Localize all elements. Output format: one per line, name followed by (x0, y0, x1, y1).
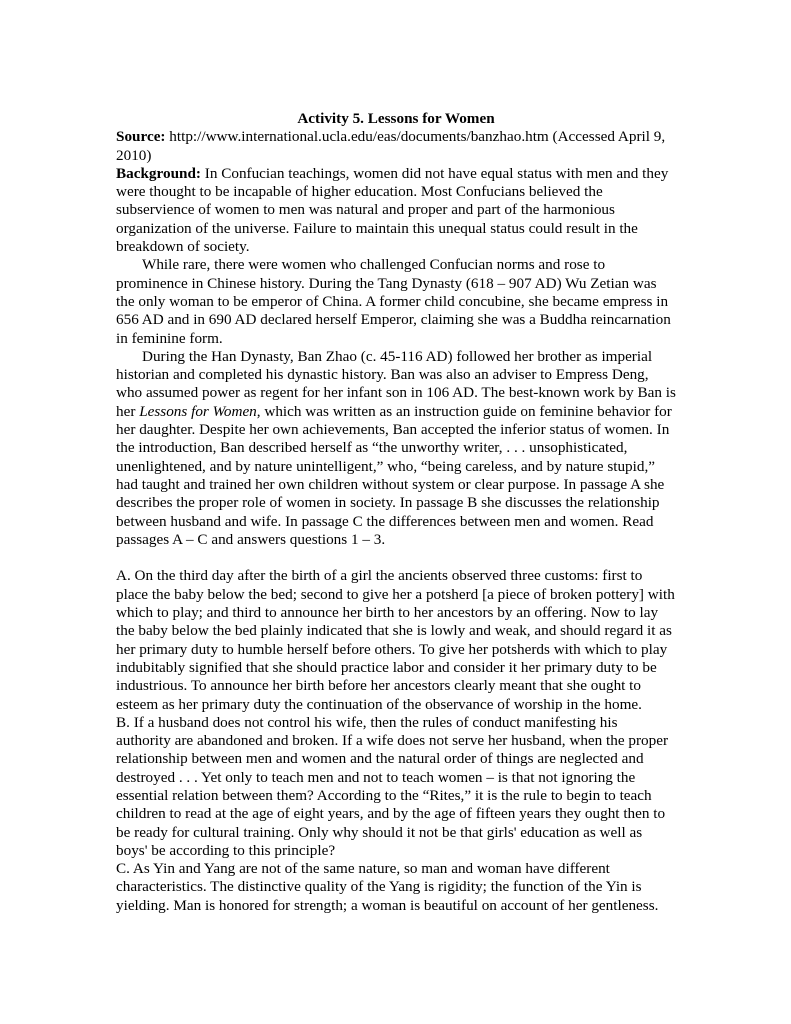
passage-b: B. If a husband does not control his wife, then the rules of conduct manifesting his authority are abandoned and broken. If a wife does not serve her husband, when the proper relationship between men and women and the natural order of things are neglected and destroyed . . . Yet only to teach men and not to teach women – is that not ignoring the essential relation between them? According to the “Rites,” it is the rule to begin to teach children to read at the age of eight years, and by the age of fifteen years they ought then to be ready for cultural training. Only why should it not be that girls' education as well as boys' be according to this principle? (116, 713, 669, 859)
background-paragraph (116, 165, 676, 256)
source-label: Source: (116, 128, 166, 146)
source-text: http://www.international.ucla.edu/eas/documents/banzhao.htm (Accessed April 9, 2010) (116, 128, 666, 164)
ban-zhao-text-after: , which was written as an instruction guide on feminine behavior for her daughter. Despite her own achievements, Ban accepted the inferior status of women. In the introduction, Ban described herself as “the unworthy writer, . . . unsophisticated, unenlightened, and by nature unintelligent,” who, “being careless, and by nature stupid,” had taught and trained her own children without system or clear purpose. In passage A she describes the proper role of women in society. In passage B she discusses the relationship between husband and wife. In passage C the differences between men and women. Read passages A – C and answers questions 1 – 3. (116, 402, 672, 548)
paragraph-gap (116, 549, 676, 567)
source-paragraph (116, 128, 676, 165)
background-label: Background: (116, 164, 201, 182)
wu-zetian-paragraph: While rare, there were women who challenged Confucian norms and rose to prominence in Chinese history. During the Tang Dynasty (618 – 907 AD) Wu Zetian was the only woman to be emperor of China. A former child concubine, she became empress in 656 AD and in 690 AD declared herself Emperor, claiming she was a Buddha reincarnation in feminine form. (116, 256, 671, 347)
document-page (116, 110, 676, 915)
ban-zhao-text-before: During the Han Dynasty, Ban Zhao (c. 45-116 AD) followed her brother as imperial historian and completed his dynastic history. Ban was also an adviser to Empress Deng, who assumed power as regent for her infant son in 106 AD. The best-known work by Ban is her (116, 347, 676, 420)
passage-a: A. On the third day after the birth of a girl the ancients observed three customs: first to place the baby below the bed; second to give her a potsherd [a piece of broken pottery] with which to play; and third to announce her birth to her ancestors by an offering. Now to lay the baby below the bed plainly indicated that she is lowly and weak, and should regard it as her primary duty to humble herself before others. To give her potsherds with which to play indubitably signified that she should practice labor and consider it her primary duty to be industrious. To announce her birth before her ancestors clearly meant that she ought to esteem as her primary duty the continuation of the observance of worship in the home. (116, 567, 675, 713)
ban-zhao-paragraph (116, 348, 676, 549)
book-title-italic: Lessons for Women (139, 402, 257, 420)
passage-c: C. As Yin and Yang are not of the same nature, so man and woman have different characteristics. The distinctive quality of the Yang is rigidity; the function of the Yin is yielding. Man is honored for strength; a woman is beautiful on account of her gentleness. (116, 860, 659, 914)
document-title: Activity 5. Lessons for Women (297, 110, 495, 127)
background-text: In Confucian teachings, women did not have equal status with men and they were thought to be incapable of higher education. Most Confucians believed the subservience of women to men was natural and proper and part of the harmonious organization of the universe. Failure to maintain this unequal status could result in the breakdown of society. (116, 164, 669, 256)
